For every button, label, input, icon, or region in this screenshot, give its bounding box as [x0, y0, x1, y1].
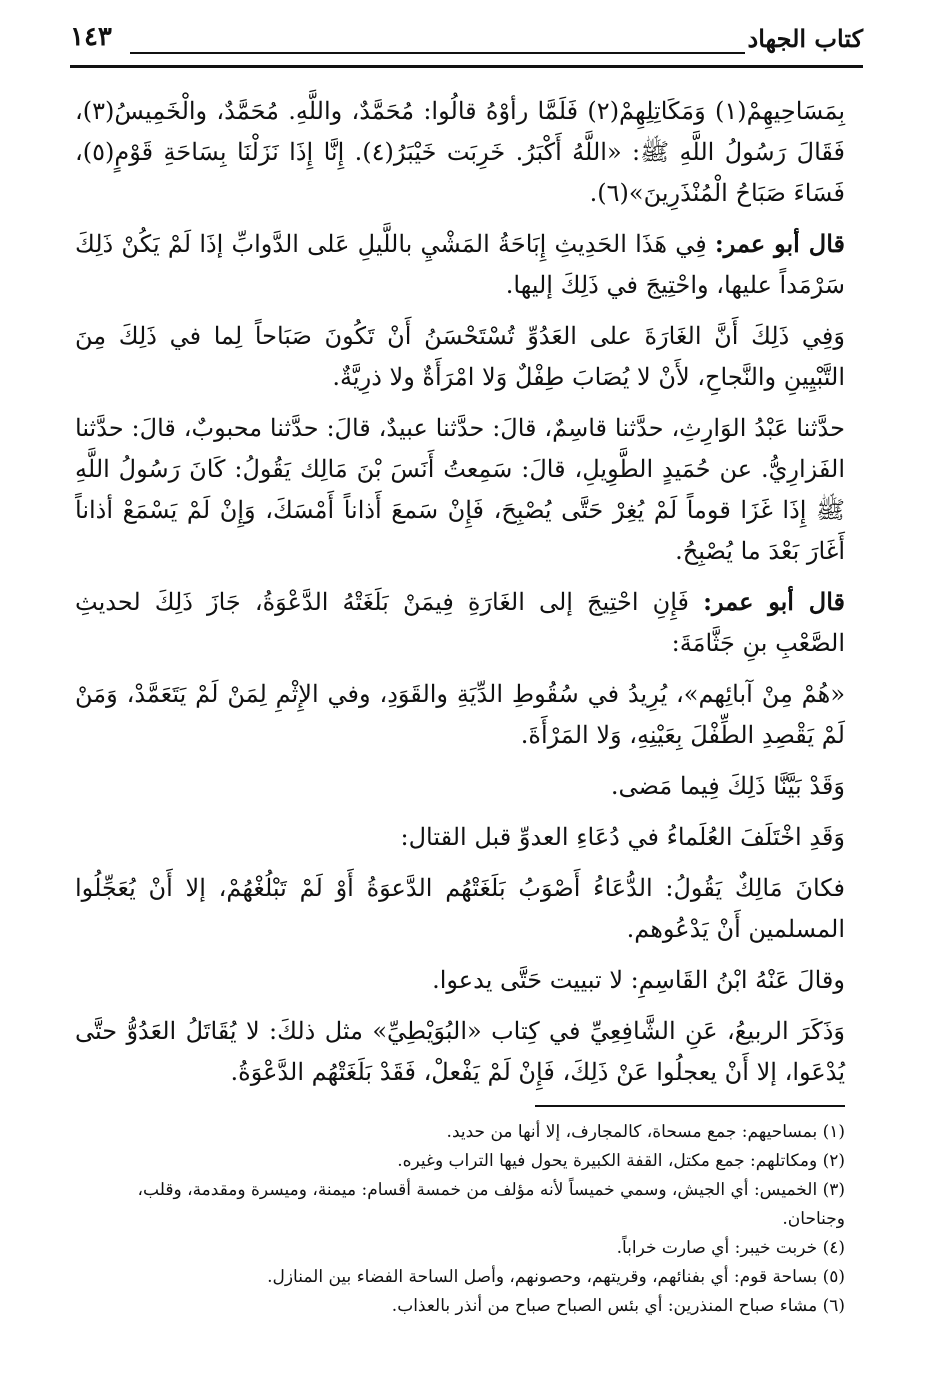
paragraph-text: «هُمْ مِنْ آبائِهم»، يُرِيدُ في سُقُوطِ الدِّيَةِ والقَوَدِ، وفي الإِثْمِ لِمَنْ لَمْ يَتَعَمَّدْ، وَمَنْ لَمْ يَقْصِدِ الطِّفْلَ بِعَيْنِهِ، وَلا المَرْأَةَ. — [75, 680, 845, 749]
paragraph — [75, 223, 845, 306]
paragraph-text: حدَّثنا عَبْدُ الوَارِثِ، حدَّثنا قاسِمٌ، قالَ: حدَّثنا عبيدٌ، قالَ: حدَّثنا محبوبٌ، قالَ: حدَّثنا الفَزارِيُّ. عن حُمَيدٍ الطَّوِيلِ، قالَ: سَمِعتُ أَنَسَ بْنَ مَالِك يَقُولُ: كَانَ رَسُولُ اللَّهِ ﷺ إِذَا غَزَا قوماً لَمْ يُغِرْ حَتَّى يُصْبِحَ، فَإِنْ سَمعَ أَذاناً أَمْسَكَ، وَإِنْ لَمْ يَسْمَعْ أذاناً أَغَارَ بَعْدَ ما يُصْبِحُ. — [75, 414, 845, 565]
paragraph-text: فَإِنِ احْتِيجَ إلى الغَارَةِ فِيمَنْ بَلَغَتْهُ الدَّعْوَةُ، جَازَ ذَلِكَ لحديثِ الصَّعْبِ بنِ جَثَّامَةَ: — [75, 588, 845, 657]
paragraph-text: وَقَدْ بَيَّنَّا ذَلِكَ فِيما مَضى. — [610, 772, 845, 800]
paragraph — [75, 1010, 845, 1093]
paragraph-label: قال أبو عمر: — [703, 587, 845, 616]
paragraph — [75, 867, 845, 950]
paragraph — [75, 90, 845, 214]
footnote: (٤) خربت خيبر: أي صارت خراباً. — [616, 1238, 845, 1258]
paragraph — [75, 816, 845, 858]
paragraph — [75, 673, 845, 756]
paragraph-label: قال أبو عمر: — [714, 229, 845, 258]
footnote: (١) بمساحيهم: جمع مسحاة، كالمجارف، إلا أنها من حديد. — [446, 1122, 845, 1142]
page-number: ١٤٣ — [70, 22, 112, 52]
paragraph-text: فِي هَذَا الحَدِيثِ إِبَاحَةُ المَشْيِ باللَّيلِ عَلى الدَّوابِّ إذَا لَمْ يَكُنْ ذَلِكَ سَرْمَداً عليها، واحْتِيجَ في ذَلِكَ إليها. — [75, 230, 845, 299]
paragraph — [75, 581, 845, 664]
header-dash-line — [130, 52, 745, 54]
footnote: (٥) بساحة قوم: أي بفنائهم، وقريتهم، وحصونهم، وأصل الساحة الفضاء بين المنازل. — [267, 1267, 845, 1287]
paragraph-text: وَقَدِ اخْتَلَفَ العُلَماءُ في دُعَاءِ العدوِّ قبل القتال: — [400, 823, 845, 851]
paragraph — [75, 765, 845, 807]
paragraph — [75, 315, 845, 398]
book-title: كتاب الجهاد — [747, 24, 863, 53]
footnote: (٢) ومكاتلهم: جمع مكتل، القفة الكبيرة يحول فيها التراب وغيره. — [397, 1151, 845, 1171]
paragraph-text: وَذَكَرَ الربيعُ، عَنِ الشَّافِعِيِّ في كِتاب «البُوَيْطِيِّ» مثل ذلكَ: لا يُقَاتَلُ العَدُوُّ حتَّى يُدْعَوا، إلا أَنْ يعجلُوا عَنْ ذَلِكَ، فَإِنْ لَمْ يَفْعلْ، فَقَدْ بَلَغَتْهُم الدَّعْوَةُ. — [75, 1017, 845, 1086]
paragraph-text: فكانَ مَالِكٌ يَقُولُ: الدُّعَاءُ أَصْوَبُ بَلَغَتْهُم الدَّعوَةُ أَوْ لَمْ تَبْلُغْهُمْ، إلا أَنْ يُعَجِّلُوا المسلمين أَنْ يَدْعُوهم. — [75, 874, 845, 943]
paragraph-text: وَفِي ذَلِكَ أَنَّ الغَارَةَ على العَدُوِّ تُسْتَحْسَنُ أَنْ تَكُونَ صَبَاحاً لِما في ذَلِكَ مِنَ التَّبْيِينِ والنَّجاحِ، لأَنْ لا يُصَابَ طِفْلٌ وَلا امْرَأَةٌ ولا ذرِيَّةٌ. — [75, 322, 845, 391]
paragraph — [75, 407, 845, 572]
footnote-separator — [535, 1105, 845, 1107]
header-rule — [70, 65, 863, 68]
main-text — [75, 90, 845, 1102]
footnote: (٦) مشاء صباح المنذرين: أي بئس الصباح صباح من أنذر بالعذاب. — [391, 1296, 845, 1316]
paragraph-text: بِمَسَاحِيهِمْ(١) وَمَكَاتِلِهِمْ(٢) فَلَمَّا رأوْهُ قالُوا: مُحَمَّدٌ، واللَّهِ. مُحَمَّدٌ، والْخَمِيسُ(٣)، فَقَالَ رَسُولُ اللَّهِ ﷺ: «اللَّهُ أَكْبَرُ. خَرِبَت خَيْبَرُ(٤). إِنَّا إِذَا نَزَلْنَا بِسَاحَةِ قَوْمٍ(٥)، فَسَاءَ صَبَاحُ الْمُنْذَرِينَ»(٦). — [75, 97, 846, 207]
paragraph — [75, 959, 845, 1001]
paragraph-text: وقالَ عَنْهُ ابْنُ القَاسِمِ: لا تبييت حَتَّى يدعوا. — [432, 966, 845, 994]
footnote: (٣) الخميس: أي الجيش، وسمي خميساً لأنه مؤلف من خمسة أقسام: ميمنة، وميسرة ومقدمة، وقلب، وجناحان. — [137, 1180, 845, 1229]
footnotes — [80, 1118, 845, 1321]
page-header — [70, 18, 863, 68]
